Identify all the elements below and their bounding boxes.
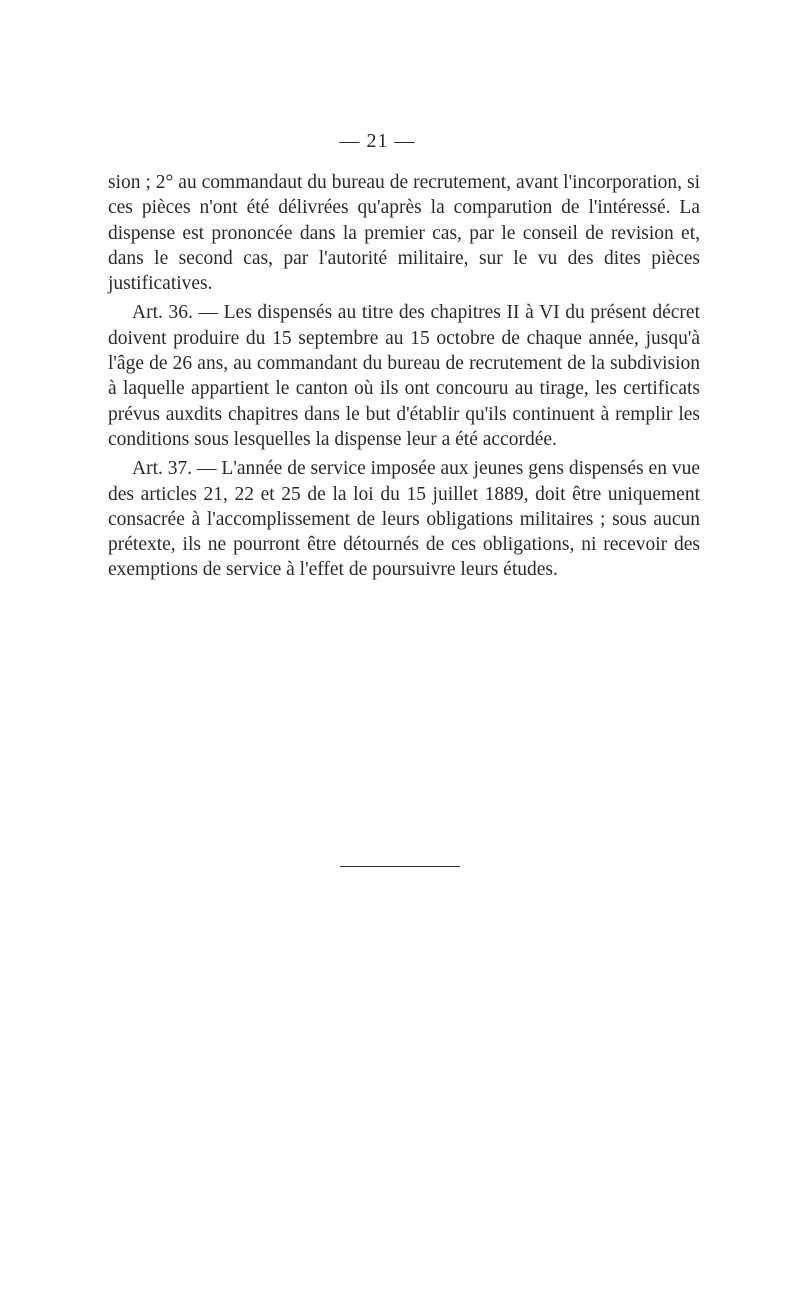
section-divider	[340, 866, 460, 867]
paragraph-continuation: sion ; 2° au commandaut du bureau de recrutement, avant l'incorporation, si ces pièces n'ont été délivrées qu'après la comparution de l'intéressé. La dispense est prononcée dans la premier cas, par le conseil de revision et, dans le second cas, par l'autorité militaire, sur le vu des dites pièces justificatives.	[108, 172, 700, 295]
body-text	[108, 170, 700, 583]
page-number: — 21 —	[339, 130, 416, 152]
paragraph-article-36: Art. 36. — Les dispensés au titre des chapitres II à VI du présent décret doivent produire du 15 septembre au 15 octobre de chaque année, jusqu'à l'âge de 26 ans, au commandant du bureau de recrutement de la subdivision à laquelle appartient le canton où ils ont concouru au tirage, les certificats prévus auxdits chapitres dans le but d'établir qu'ils continuent à remplir les conditions sous lesquelles la dispense leur a été accordée.	[108, 302, 700, 450]
paragraph-article-37: Art. 37. — L'année de service imposée aux jeunes gens dispensés en vue des articles 21, 22 et 25 de la loi du 15 juillet 1889, doit être uniquement consacrée à l'accomplissement de leurs obligations militaires ; sous aucun prétexte, ils ne pourront être détournés de ces obligations, ni recevoir des exemptions de service à l'effet de poursuivre leurs études.	[108, 458, 700, 581]
